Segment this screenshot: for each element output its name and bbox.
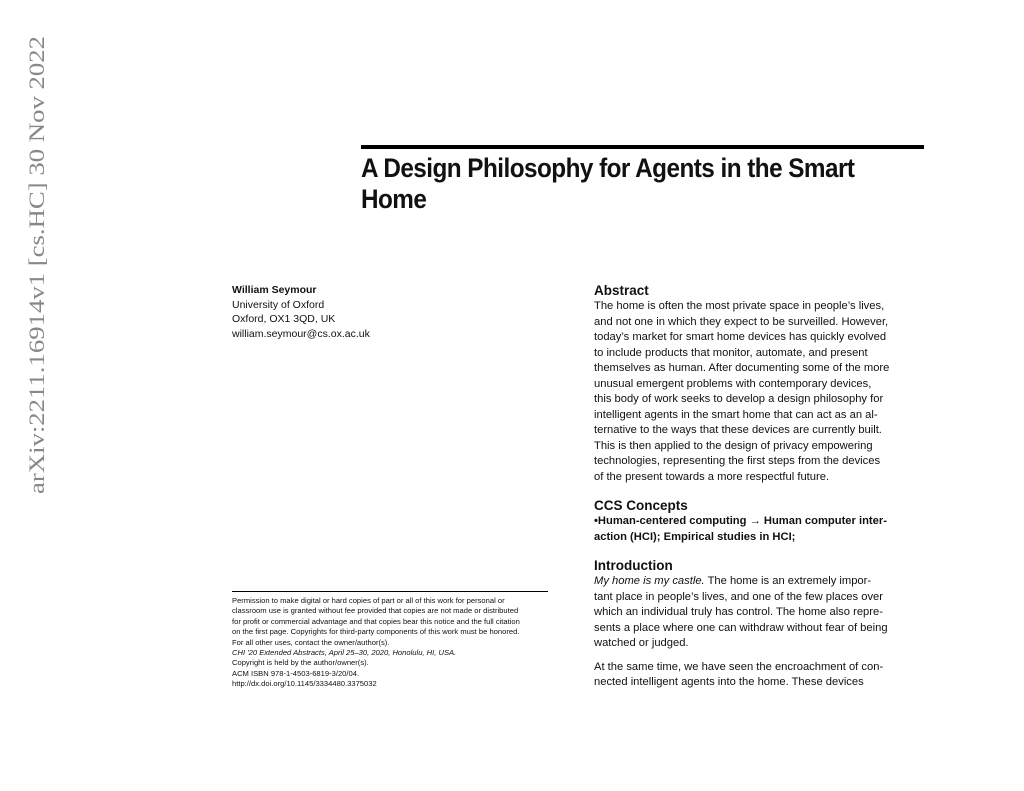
abstract-line: The home is often the most private space in people’s lives,	[594, 300, 885, 312]
paper-title	[361, 153, 865, 215]
intro-line: tant place in people’s lives, and one of the few places over	[594, 590, 883, 603]
abstract-line: to include products that monitor, automate, and present	[594, 346, 868, 359]
introduction-heading: Introduction	[594, 558, 673, 573]
title-line-2: Home	[361, 184, 427, 214]
arxiv-watermark	[6, 20, 50, 500]
abstract-line: of the present towards a more respectful future.	[594, 470, 830, 483]
abstract-line: and not one in which they expect to be surveilled. However,	[594, 315, 889, 328]
abstract-line: ternative to the ways that these devices are currently built.	[594, 424, 882, 436]
permission-line: Permission to make digital or hard copies of part or all of this work for personal or	[232, 596, 505, 605]
abstract-line: today’s market for smart home devices has quickly evolved	[594, 331, 887, 343]
permission-line: for profit or commercial advantage and that copies bear this notice and the full citation	[232, 616, 520, 626]
author-affiliation: University of Oxford	[232, 298, 325, 311]
title-line-1: A Design Philosophy for Agents in the Smart	[361, 153, 855, 183]
abstract-line: this body of work seeks to develop a design philosophy for	[594, 393, 884, 405]
abstract-line: intelligent agents in the smart home that can act as an al-	[594, 408, 878, 421]
intro-line	[594, 574, 914, 590]
ccs-heading: CCS Concepts	[594, 498, 688, 513]
intro-line: which an individual truly has control. The home also repre-	[594, 606, 883, 618]
ccs-text	[594, 514, 914, 545]
conference-line: CHI '20 Extended Abstracts, April 25–30, 2020, Honolulu, HI, USA.	[232, 648, 457, 658]
permission-line: classroom use is granted without fee provided that copies are not made or distributed	[232, 606, 519, 616]
intro-line: watched or judged.	[594, 637, 689, 649]
permission-line: For all other uses, contact the owner/author(s).	[232, 637, 390, 647]
abstract-heading: Abstract	[594, 283, 649, 298]
intro-line: At the same time, we have seen the encroachment of con-	[594, 660, 884, 673]
author-block	[232, 283, 532, 341]
title-rule	[361, 145, 924, 149]
abstract-line: themselves as human. After documenting some of the more	[594, 362, 890, 374]
intro-line-rest: The home is an extremely impor-	[704, 575, 872, 587]
intro-line: nected intelligent agents into the home. These devices	[594, 676, 864, 688]
doi-link[interactable]: http://dx.doi.org/10.1145/3334480.3375032	[232, 679, 377, 689]
ccs-line: action (HCI); Empirical studies in HCI;	[594, 530, 796, 543]
isbn-line: ACM ISBN 978-1-4503-6819-3/20/04.	[232, 668, 360, 678]
abstract-text	[594, 299, 914, 485]
permission-notice	[232, 591, 548, 690]
abstract-line: unusual emergent problems with contemporary devices,	[594, 377, 872, 390]
author-address: Oxford, OX1 3QD, UK	[232, 313, 336, 325]
intro-paragraph-1	[594, 574, 914, 652]
copyright-line: Copyright is held by the author/owner(s).	[232, 658, 369, 668]
permission-line: on the first page. Copyrights for third-party components of this work must be honored.	[232, 627, 520, 637]
ccs-line: •Human-centered computing → Human computer inter-	[594, 515, 887, 527]
intro-line: sents a place where one can withdraw without fear of being	[594, 621, 888, 634]
intro-quote: My home is my castle.	[594, 575, 705, 587]
author-email[interactable]: william.seymour@cs.ox.ac.uk	[232, 327, 370, 340]
abstract-line: This is then applied to the design of privacy empowering	[594, 439, 873, 452]
intro-paragraph-2	[594, 660, 914, 691]
right-column	[594, 282, 914, 691]
author-name: William Seymour	[232, 284, 317, 296]
arxiv-id-text: arXiv:2211.16914v1 [cs.HC] 30 Nov 2022	[24, 117, 49, 494]
abstract-line: technologies, representing the first steps from the devices	[594, 455, 881, 467]
